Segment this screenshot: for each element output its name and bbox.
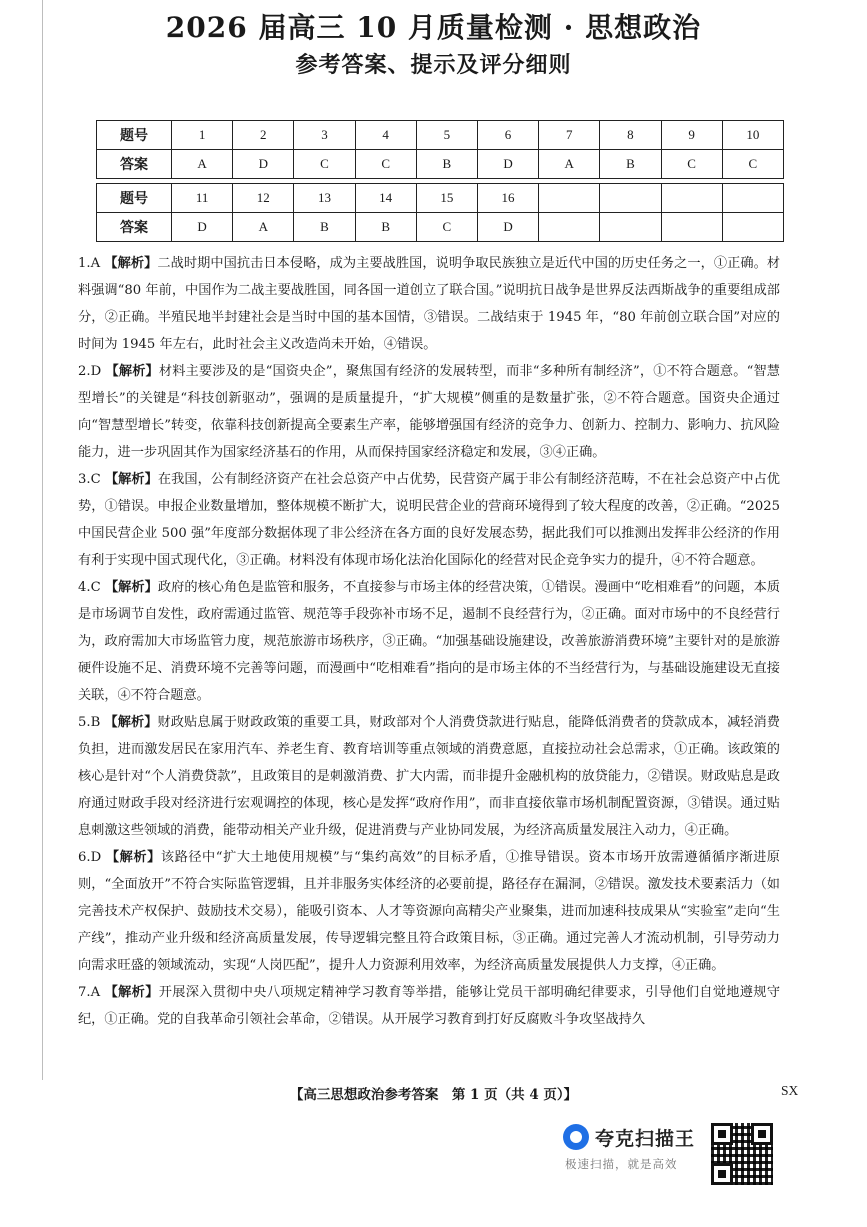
correct-choice: B <box>90 715 101 730</box>
table-row-questions <box>97 121 784 150</box>
answer-cell <box>661 213 722 242</box>
answer-cell: A <box>233 213 294 242</box>
page-footer: 【高三思想政治参考答案 第 1 页（共 4 页）】 <box>289 1087 578 1103</box>
answer-explanation-item <box>78 844 780 979</box>
question-number-cell: 15 <box>416 184 477 213</box>
row-label-question: 题号 <box>97 121 172 150</box>
analysis-text: 开展深入贯彻中央八项规定精神学习教育等举措，能够让党员干部明确纪律要求，引导他们自觉地遵规守纪，①正确。党的自我革命引领社会革命，②错误。从开展学习教育到打好反腐败斗争攻坚战持久 <box>78 985 781 1027</box>
question-number: 1. <box>78 256 91 271</box>
answer-cell: D <box>172 213 233 242</box>
correct-choice: C <box>90 472 101 487</box>
question-number: 7. <box>78 985 91 1000</box>
scanner-watermark <box>563 1120 703 1180</box>
answer-cell: B <box>416 150 477 179</box>
row-label-answer: 答案 <box>97 150 172 179</box>
watermark-brand: 夸克扫描王 <box>595 1128 696 1150</box>
question-number-cell <box>722 184 783 213</box>
question-number-cell <box>661 184 722 213</box>
correct-choice: D <box>90 850 102 865</box>
analysis-text: 该路径中“扩大土地使用规模”与“集约高效”的目标矛盾，①推导错误。资本市场开放需遵循循序渐进原则，“全面放开”不符合实际监管逻辑，且并非服务实体经济的必要前提，路径存在漏洞，②错误。激发技术要素活力（如完善技术产权保护、鼓励技术交易），能吸引资本、人才等资源向高精尖产业聚集，进而加速科技成果从“实验室”走向“生产线”，推动产业升级和经济高质量发展，传导逻辑完整且符合政策目标，③正确。通过完善人才流动机制，引导劳动力向需求旺盛的领域流动，实现“人岗匹配”，提升人力资源利用效率，为经济高质量发展提供人力支撑，④正确。 <box>78 850 780 973</box>
question-number: 3. <box>78 472 91 487</box>
analysis-text: 二战时期中国抗击日本侵略，成为主要战胜国，说明争取民族独立是近代中国的历史任务之一，①正确。材料强调“80 年前，中国作为二战主要战胜国，同各国一道创立了联合国。”说明抗日战争是世界反法西斯战争的重要组成部分，②正确。半殖民地半封建社会是当时中国的基本国情，③错误。二战结束于 1945 年，“80 年前创立联合国”对应的时间为 1945 年左右，此时社会主义改造尚未开始，④错误。 <box>78 256 781 352</box>
analysis-label: 【解析】 <box>105 364 159 379</box>
answer-cell: C <box>355 150 416 179</box>
answer-explanation-item <box>78 250 780 358</box>
analysis-label: 【解析】 <box>105 850 161 865</box>
answer-key-table <box>96 120 784 242</box>
qr-code-icon <box>708 1120 776 1188</box>
subject-code: SX <box>781 1083 799 1098</box>
answer-cell: B <box>294 213 355 242</box>
quark-logo-icon <box>563 1124 589 1150</box>
question-number-cell: 5 <box>416 121 477 150</box>
analysis-text: 政府的核心角色是监管和服务，不直接参与市场主体的经营决策，①错误。漫画中“吃相难看”的问题，本质是市场调节自发性，政府需通过监管、规范等手段弥补市场不足，遏制不良经营行为，②正确。面对市场中的不良经营行为，政府需加大市场监管力度，规范旅游市场秩序，③正确。“加强基础设施建设，改善旅游消费环境”主要针对的是旅游硬件设施不足、消费环境不完善等问题，而漫画中“吃相难看”指向的是市场主体的不当经营行为，与基础设施建设无直接关联，④不符合题意。 <box>78 580 781 703</box>
answer-cell <box>722 213 783 242</box>
analysis-label: 【解析】 <box>104 472 158 487</box>
correct-choice: D <box>90 364 102 379</box>
answer-explanation-item <box>78 979 780 1033</box>
question-number-cell: 2 <box>233 121 294 150</box>
question-number-cell: 14 <box>355 184 416 213</box>
table-row-answers <box>97 150 784 179</box>
page-subtitle: 参考答案、提示及评分细则 <box>295 52 572 78</box>
analysis-label: 【解析】 <box>104 715 158 730</box>
question-number-cell: 3 <box>294 121 355 150</box>
question-number-cell: 1 <box>172 121 233 150</box>
question-number: 2. <box>78 364 91 379</box>
watermark-slogan: 极速扫描，就是高效 <box>565 1157 678 1171</box>
row-label-answer: 答案 <box>97 213 172 242</box>
answer-cell: B <box>355 213 416 242</box>
question-number-cell: 13 <box>294 184 355 213</box>
analysis-label: 【解析】 <box>104 985 159 1000</box>
question-number: 5. <box>78 715 91 730</box>
analysis-text: 财政贴息属于财政政策的重要工具，财政部对个人消费贷款进行贴息，能降低消费者的贷款成本，减轻消费负担，进而激发居民在家用汽车、养老生育、教育培训等重点领域的消费意愿，直接拉动社会总需求，①正确。该政策的核心是针对“个人消费贷款”，且政策目的是刺激消费、扩大内需，而非提升金融机构的放贷能力，②错误。财政贴息是政府通过财政手段对经济进行宏观调控的体现，核心是发挥“政府作用”，而非直接依靠市场机制配置资源，③错误。通过贴息刺激这些领域的消费，能带动相关产业升级，促进消费与产业协同发展，为经济高质量发展注入动力，④正确。 <box>78 715 780 838</box>
analysis-text: 在我国，公有制经济资产在社会总资产中占优势，民营资产属于非公有制经济范畴，不在社会总资产中占优势，①错误。申报企业数量增加，整体规模不断扩大，说明民营企业的营商环境得到了较大程度的改善，②正确。“2025 中国民营企业 500 强”年度部分数据体现了非公经济在各方面的良好发展态势，据此我们可以推测出发挥非公经济的作用有利于实现中国式现代化，③正确。材料没有体现市场化法治化国际化的经营对民企竞争实力的提升，④不符合题意。 <box>78 472 780 568</box>
question-number-cell <box>539 184 600 213</box>
binding-line <box>42 0 43 1080</box>
correct-choice: A <box>90 985 101 1000</box>
question-number-cell: 10 <box>722 121 783 150</box>
question-number-cell: 7 <box>539 121 600 150</box>
page-title: 2026 届高三 10 月质量检测 · 思想政治 <box>165 11 702 44</box>
answer-cell: D <box>477 213 538 242</box>
table-row-answers <box>97 213 784 242</box>
answer-cell <box>539 213 600 242</box>
question-number-cell <box>600 184 661 213</box>
answer-cell: D <box>477 150 538 179</box>
correct-choice: A <box>90 256 101 271</box>
answer-explanation-item <box>78 358 780 466</box>
question-number-cell: 16 <box>477 184 538 213</box>
answer-cell: C <box>661 150 722 179</box>
analysis-label: 【解析】 <box>104 580 158 595</box>
answer-cell: A <box>539 150 600 179</box>
question-number-cell: 6 <box>477 121 538 150</box>
answer-cell: C <box>416 213 477 242</box>
answer-explanation-item <box>78 466 780 574</box>
answer-explanations <box>78 250 780 1033</box>
question-number-cell: 11 <box>172 184 233 213</box>
row-label-question: 题号 <box>97 184 172 213</box>
answer-cell: C <box>294 150 355 179</box>
answer-explanation-item <box>78 574 780 709</box>
answer-cell: B <box>600 150 661 179</box>
answer-cell: C <box>722 150 783 179</box>
answer-cell: D <box>233 150 294 179</box>
table-row-questions <box>97 184 784 213</box>
analysis-text: 材料主要涉及的是“国资央企”，聚焦国有经济的发展转型，而非“多种所有制经济”，①不符合题意。“智慧型增长”的关键是“科技创新驱动”，强调的是质量提升，“扩大规模”侧重的是数量扩张，②不符合题意。国资央企通过向“智慧型增长”转变，依靠科技创新提高全要素生产率，能够增强国有经济的竞争力、创新力、控制力、影响力、抗风险能力，进一步巩固其作为国家经济基石的作用，从而保持国家经济稳定和发展，③④正确。 <box>78 364 780 460</box>
question-number-cell: 9 <box>661 121 722 150</box>
answer-explanation-item <box>78 709 780 844</box>
question-number-cell: 8 <box>600 121 661 150</box>
answer-cell <box>600 213 661 242</box>
question-number-cell: 4 <box>355 121 416 150</box>
answer-cell: A <box>172 150 233 179</box>
question-number: 6. <box>78 850 91 865</box>
question-number-cell: 12 <box>233 184 294 213</box>
analysis-label: 【解析】 <box>104 256 158 271</box>
page-header <box>0 8 867 82</box>
correct-choice: C <box>90 580 101 595</box>
question-number: 4. <box>78 580 91 595</box>
